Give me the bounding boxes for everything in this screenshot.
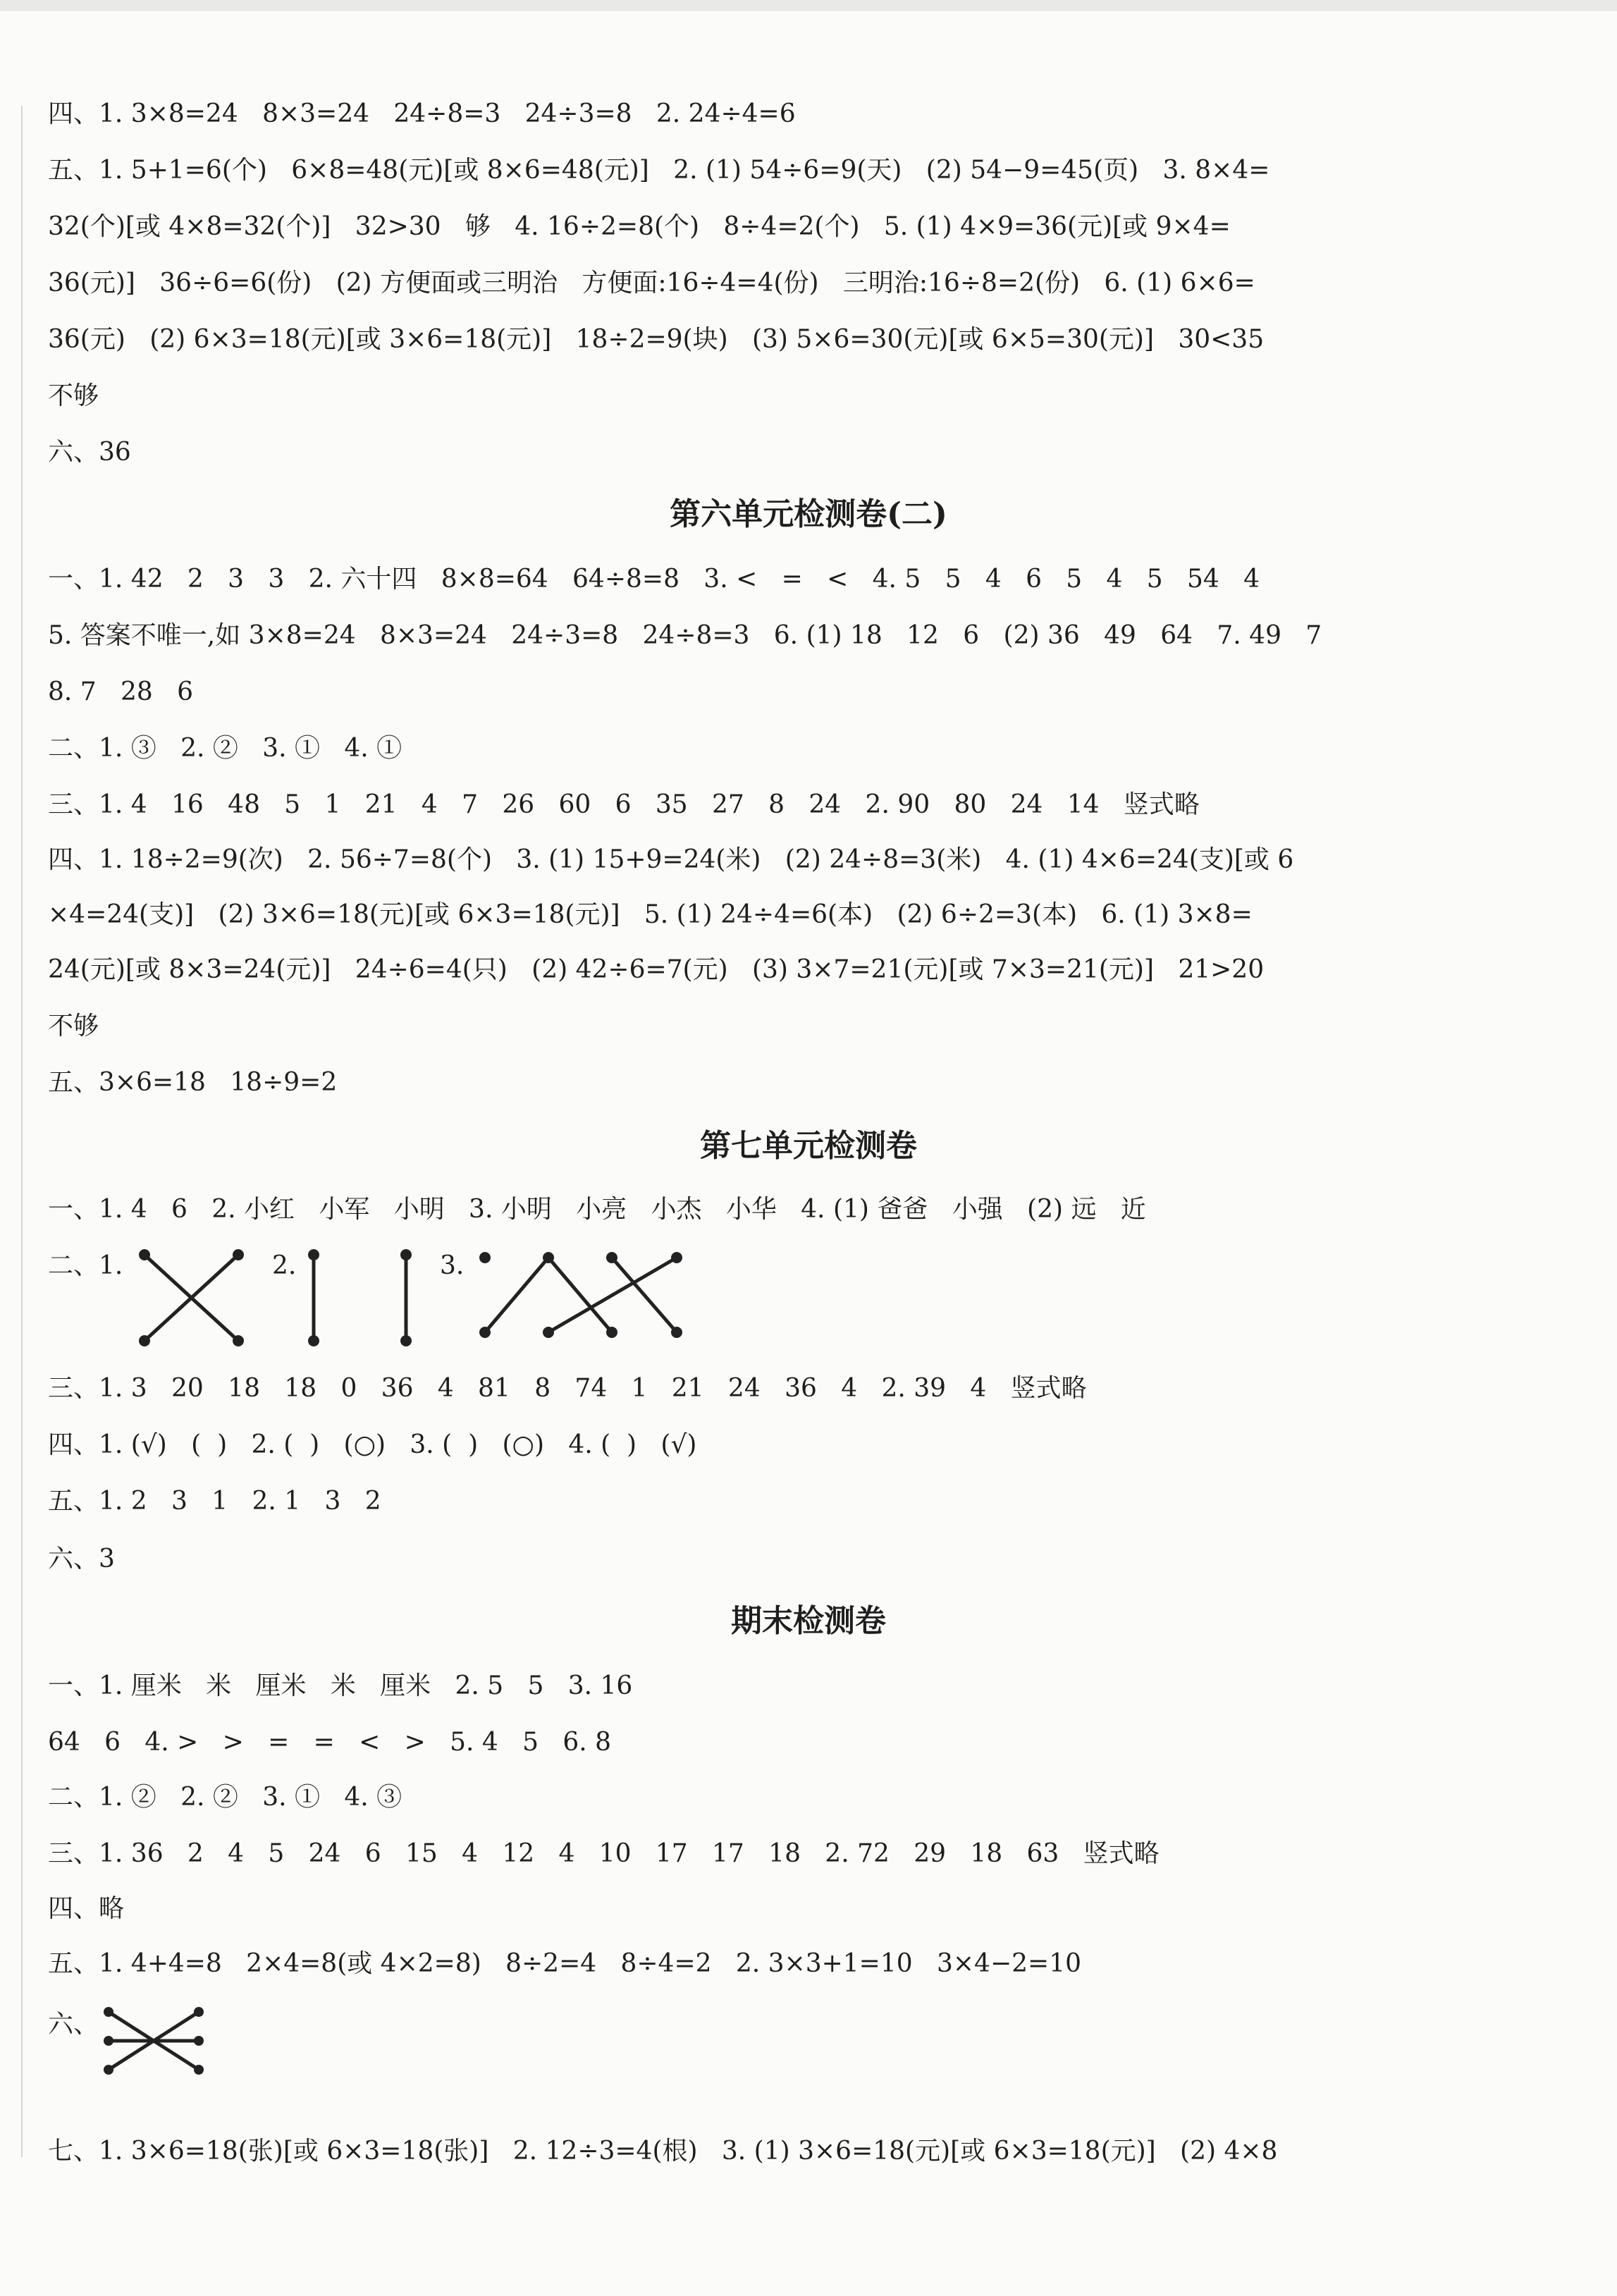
answer-line: 四、1. 3×8=24 8×3=24 24÷8=3 24÷3=8 2. 24÷4=6 [48,99,796,128]
matching-lines-1 [134,1248,247,1353]
answer-line: 二、1. ③ 2. ② 3. ① 4. ① [48,734,402,763]
matching-lines-2 [303,1248,423,1353]
answer-line: 五、3×6=18 18÷9=2 [48,1068,338,1097]
answer-line: 不够 [48,381,99,410]
answer-line: 四、1. 18÷2=9(次) 2. 56÷7=8(个) 3. (1) 15+9=24(米) (2) 24÷8=3(米) 4. (1) 4×6=24(支)[或 6 [48,845,1294,874]
answer-line: 五、1. 5+1=6(个) 6×8=48(元)[或 8×6=48(元)] 2. (1) 54÷6=9(天) (2) 54−9=45(页) 3. 8×4= [48,156,1270,185]
answer-line: 8. 7 28 6 [48,677,194,706]
answer-line: 36(元)] 36÷6=6(份) (2) 方便面或三明治 方便面:16÷4=4(份) 三明治:16÷8=2(份) 6. (1) 6×6= [48,269,1255,297]
answer-line: 四、略 [48,1894,125,1923]
scan-top-edge [0,0,1617,11]
answer-line: 三、1. 3 20 18 18 0 36 4 81 8 74 1 21 24 36 4 2. 39 4 竖式略 [48,1374,1087,1403]
answer-line: 24(元)[或 8×3=24(元)] 24÷6=4(只) (2) 42÷6=7(元) (3) 3×7=21(元)[或 7×3=21(元)] 21>20 [48,955,1265,984]
matching-lines-final [99,2006,211,2084]
answer-line: 七、1. 3×6=18(张)[或 6×3=18(张)] 2. 12÷3=4(根) 3. (1) 3×6=18(元)[或 6×3=18(元)] (2) 4×8 [48,2137,1278,2166]
answer-line: 64 6 4. > > = = < > 5. 4 5 6. 8 [48,1728,612,1757]
answer-line: 36(元) (2) 6×3=18(元)[或 3×6=18(元)] 18÷2=9(块) (3) 5×6=30(元)[或 6×5=30(元)] 30<35 [48,325,1265,354]
answer-line: 5. 答案不唯一,如 3×8=24 8×3=24 24÷3=8 24÷8=3 6. (1) 18 12 6 (2) 36 49 64 7. 49 7 [48,621,1322,650]
matching-lines-3 [472,1248,691,1353]
matching-label: 2. [272,1251,297,1280]
section-title: 期末检测卷 [731,1603,886,1639]
answer-line: 一、1. 4 6 2. 小红 小军 小明 3. 小明 小亮 小杰 小华 4. (1) 爸爸 小强 (2) 远 近 [48,1195,1146,1224]
section-title: 第七单元检测卷 [700,1128,917,1164]
answer-line: 一、1. 42 2 3 3 2. 六十四 8×8=64 64÷8=8 3. < = < 4. 5 5 4 6 5 4 5 54 4 [48,565,1260,594]
answer-line: 六、3 [48,1545,115,1573]
answer-line: 三、1. 36 2 4 5 24 6 15 4 12 4 10 17 17 18 2. 72 29 18 63 竖式略 [48,1839,1160,1868]
answer-line: 五、1. 4+4=8 2×4=8(或 4×2=8) 8÷2=4 8÷4=2 2. 3×3+1=10 3×4−2=10 [48,1949,1081,1978]
answer-line: 六、36 [48,438,131,467]
answer-line: 二、1. ② 2. ② 3. ① 4. ③ [48,1783,402,1812]
answer-line: 32(个)[或 4×8=32(个)] 32>30 够 4. 16÷2=8(个) 8÷4=2(个) 5. (1) 4×9=36(元)[或 9×4= [48,212,1231,241]
section-title: 第六单元检测卷(二) [670,496,947,532]
answer-line: 一、1. 厘米 米 厘米 米 厘米 2. 5 5 3. 16 [48,1671,633,1700]
answer-line: 五、1. 2 3 1 2. 1 3 2 [48,1487,381,1516]
matching-label: 3. [440,1251,465,1280]
matching-label: 六、 [48,2010,99,2039]
answer-line: ×4=24(支)] (2) 3×6=18(元)[或 6×3=18(元)] 5. (1) 24÷4=6(本) (2) 6÷2=3(本) 6. (1) 3×8= [48,900,1253,929]
answer-line: 四、1. (√) ( ) 2. ( ) (○) 3. ( ) (○) 4. ( ) (√) [48,1430,697,1459]
matching-label: 二、1. [48,1251,123,1280]
answer-line: 三、1. 4 16 48 5 1 21 4 7 26 60 6 35 27 8 24 2. 90 80 24 14 竖式略 [48,790,1200,819]
answer-line: 不够 [48,1012,99,1040]
